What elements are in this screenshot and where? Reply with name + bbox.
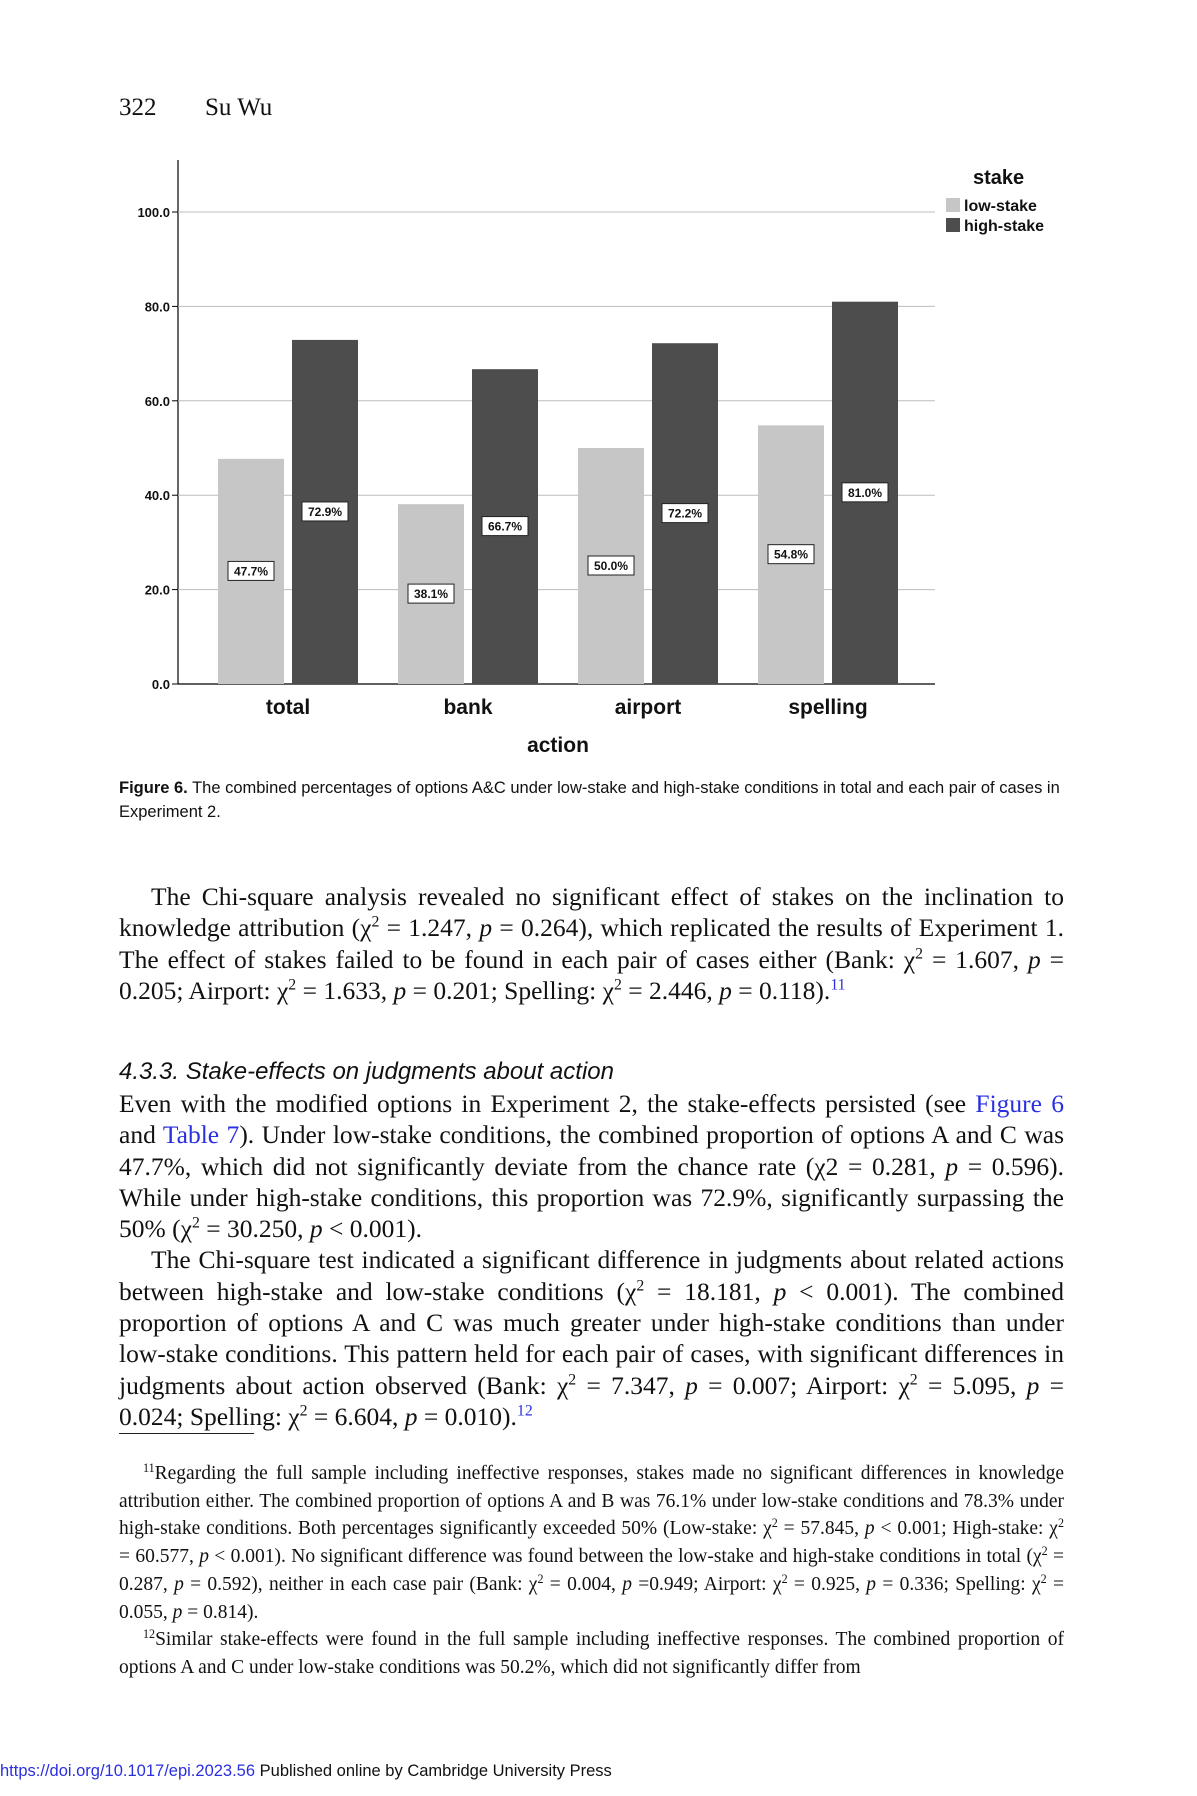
y-tick-label: 60.0 [144, 393, 170, 409]
legend-swatch [946, 218, 960, 232]
x-tick-label: airport [614, 696, 682, 719]
x-axis-title: action [527, 734, 589, 757]
data-label: 54.8% [773, 547, 809, 562]
paragraph-chi-square-action: The Chi-square test indicated a significant difference in judgments about related actions between high-stake and low-stake conditions ($\chi^2 = 18.181$, p < 0.001). The combined proportion of options A and C was much greater under high-stake conditions than under low-stake conditions. This pattern held for each pair of cases, with significant differences in judgments about action observed (Bank: $\chi^2 = 7.347$, p = 0.007; Airport: $\chi^2 = 5.095$, p = 0.024; Spelling: $\chi^2 = 6.604$, p = 0.010).$^{12}$ [119, 1245, 1064, 1431]
figure-6-link[interactable]: Figure 6 [975, 1089, 1065, 1118]
paragraph-chi-square-knowledge: The Chi-square analysis revealed no significant effect of stakes on the inclination to knowledge attribution ($\chi^2 = 1.247$, p = 0.264), which replicated the results of Experiment 1. The effect of stakes failed to be found in each pair of cases either (Bank: $\chi^2 = 1.607$, p = 0.205; Airport: $\chi^2 = 1.633$, p = 0.201; Spelling: $\chi^2 = 2.446$, p = 0.118).$^{11}$ [119, 882, 1064, 1005]
x-tick-label: total [265, 696, 311, 719]
author-name: Su Wu [205, 94, 273, 121]
figure-caption [119, 776, 1064, 824]
legend-entry: high-stake [964, 218, 1045, 235]
legend-title: stake [973, 167, 1025, 189]
y-tick-label: 80.0 [144, 299, 170, 315]
footnotes [119, 1460, 1064, 1682]
footnote-divider [119, 1433, 254, 1434]
doi-link[interactable]: https://doi.org/10.1017/epi.2023.56 [0, 1762, 256, 1780]
caption-text: The combined percentages of options A&C under low-stake and high-stake conditions in total and each pair of cases in Experiment 2. [119, 779, 1060, 821]
section-body [119, 1088, 1064, 1432]
figure-6 [0, 0, 1197, 760]
data-label: 66.7% [487, 519, 523, 534]
caption-label: Figure 6. [119, 779, 188, 797]
y-tick-label: 40.0 [144, 488, 170, 504]
page-number: 322 [119, 94, 157, 121]
y-tick-label: 20.0 [144, 582, 170, 598]
legend-entry: low-stake [964, 198, 1037, 215]
y-tick-label: 0.0 [151, 677, 170, 692]
y-tick-label: 100.0 [137, 205, 170, 220]
data-label: 81.0% [847, 485, 883, 500]
data-label: 47.7% [233, 564, 269, 579]
footnote-12: $^{12}$Similar stake-effects were found in the full sample including ineffective responses. The combined proportion of options A and C under low-stake conditions was 50.2%, which did not significantly differ from [119, 1626, 1064, 1678]
x-tick-label: bank [443, 696, 493, 719]
table-7-link[interactable]: Table 7 [162, 1120, 240, 1150]
footnote-ref-11[interactable]: 11 [830, 976, 846, 994]
bar-chart [0, 0, 1197, 760]
footnote-ref-12[interactable]: 12 [516, 1402, 533, 1420]
publisher-note: Published online by Cambridge University Press [255, 1762, 612, 1780]
x-tick-label: spelling [788, 696, 868, 719]
data-label: 50.0% [593, 559, 629, 573]
data-label: 72.2% [667, 506, 703, 521]
paragraph-stake-effects: Even with the modified options in Experiment 2, the stake-effects persisted (see Figure 6 and Table 7). Under low-stake conditions, the combined proportion of options A and C was 47.7%, which did not significantly deviate from the chance rate (χ2 = 0.281, p = 0.596). While under high-stake conditions, this proportion was 72.9%, significantly surpassing the 50% ($\chi^2 = 30.250$, p < 0.001). [119, 1089, 1065, 1244]
doi-footer [0, 1762, 612, 1781]
footnote-11: $^{11}$Regarding the full sample including ineffective responses, stakes made no significant differences in knowledge attribution either. The combined proportion of options A and B was 76.1% under low-stake conditions and 78.3% under high-stake conditions. Both percentages significantly exceeded 50% (Low-stake: $\chi^2 = 57.845$, p < 0.001; High-stake: $\chi^2 = 60.577$, p < 0.001). No significant difference was found between the low-stake and high-stake conditions in total ($\chi^2 = 0.287$, p = 0.592), neither in each case pair (Bank: $\chi^2 = 0.004$, p =0.949; Airport: $\chi^2 = 0.925$, p = 0.336; Spelling: $\chi^2 = 0.055$, p = 0.814). [119, 1460, 1065, 1623]
data-label: 38.1% [413, 587, 449, 602]
section-heading: 4.3.3. Stake-effects on judgments about action [119, 1058, 614, 1085]
legend-swatch [946, 198, 960, 212]
data-label: 72.9% [307, 504, 343, 519]
